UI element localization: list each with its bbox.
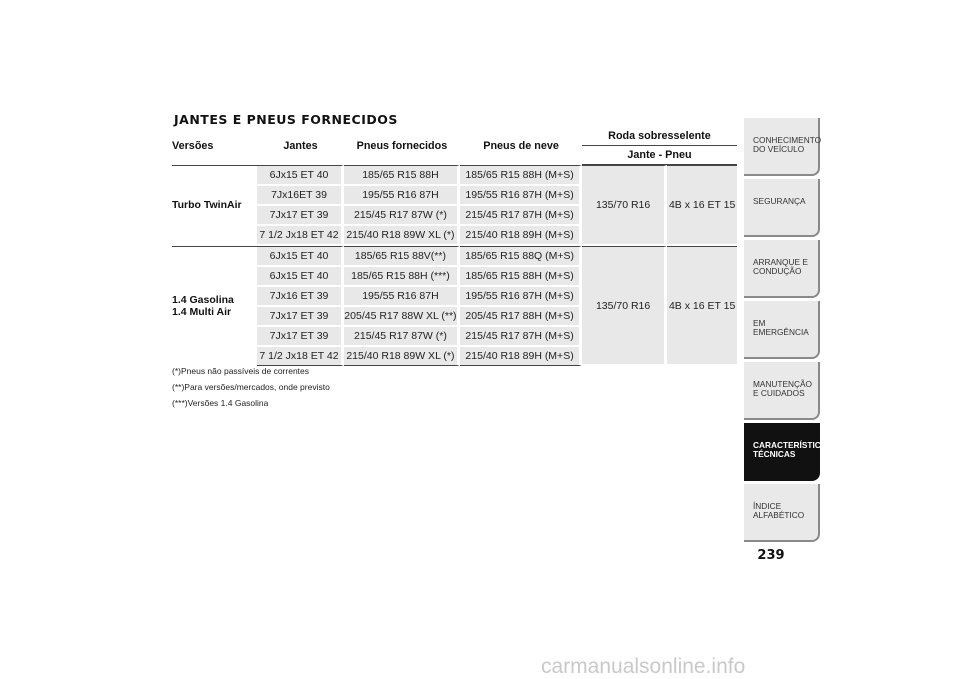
- tab-index[interactable]: [744, 484, 820, 542]
- header-tyres: Pneus fornecidos: [356, 140, 448, 152]
- rim-cell: 7Jx17 ET 39: [257, 327, 343, 347]
- footnote: (***)Versões 1.4 Gasolina: [172, 398, 269, 408]
- tyre-cell: 195/55 R16 87H: [344, 186, 461, 206]
- tab-emergency[interactable]: [744, 301, 820, 359]
- rim-cell: 7 1/2 Jx18 ET 42: [257, 347, 343, 366]
- header-spare-rim-tyre: Jante - Pneu: [582, 145, 737, 165]
- snow-tyre-cell: 215/40 R18 89H (M+S): [460, 347, 582, 366]
- table-row: [172, 165, 737, 186]
- tyre-cell: 215/40 R18 89W XL (*): [344, 226, 461, 246]
- snow-tyre-cell: 185/65 R15 88H (M+S): [460, 165, 582, 186]
- watermark: carmanualsonline.info: [541, 655, 746, 678]
- footnote: (*)Pneus não passíveis de correntes: [172, 366, 310, 376]
- snow-tyre-cell: 185/65 R15 88H (M+S): [460, 267, 582, 287]
- tyre-cell: 215/40 R18 89W XL (*): [344, 347, 461, 366]
- tyre-cell: 215/45 R17 87W (*): [344, 327, 461, 347]
- chapter-tabs: [744, 118, 833, 545]
- tab-label: SEGURANÇA: [753, 196, 806, 206]
- rim-cell: 6Jx15 ET 40: [257, 267, 343, 287]
- tyre-cell: 185/65 R15 88V(**): [344, 246, 461, 267]
- page-number: 239: [757, 548, 785, 563]
- section-title: JANTES E PNEUS FORNECIDOS: [174, 112, 398, 127]
- tab-safety[interactable]: [744, 179, 820, 237]
- tyre-cell: 215/45 R17 87W (*): [344, 206, 461, 226]
- rim-cell: 6Jx15 ET 40: [257, 246, 343, 267]
- snow-tyre-cell: 215/45 R17 87H (M+S): [460, 206, 582, 226]
- tab-maintenance[interactable]: [744, 362, 820, 420]
- rim-cell: 7 1/2 Jx18 ET 42: [257, 226, 343, 246]
- snow-tyre-cell: 195/55 R16 87H (M+S): [460, 287, 582, 307]
- rim-cell: 7Jx17 ET 39: [257, 307, 343, 327]
- snow-tyre-cell: 215/45 R17 87H (M+S): [460, 327, 582, 347]
- header-spare-wheel: Roda sobresselente: [608, 130, 711, 142]
- spare-size-cell: 135/70 R16: [582, 165, 667, 246]
- tab-label: CONHECIMENTO DO VEÍCULO: [753, 135, 822, 154]
- rim-cell: 6Jx15 ET 40: [257, 165, 343, 186]
- spare-rim-cell: 4B x 16 ET 15: [667, 246, 737, 366]
- header-versions: Versões: [172, 140, 214, 152]
- tyre-cell: 205/45 R17 88W XL (**): [344, 307, 461, 327]
- rim-cell: 7Jx17 ET 39: [257, 206, 343, 226]
- snow-tyre-cell: 215/40 R18 89H (M+S): [460, 226, 582, 246]
- tab-label: ARRANQUE E CONDUÇÃO: [753, 257, 808, 276]
- version-cell: [172, 246, 257, 366]
- version-line: 1.4 Multi Air: [172, 305, 232, 318]
- footnote: (**)Para versões/mercados, onde previsto: [172, 382, 330, 392]
- rim-cell: 7Jx16 ET 39: [257, 287, 343, 307]
- tyre-cell: 195/55 R16 87H: [344, 287, 461, 307]
- spare-size-cell: 135/70 R16: [582, 246, 667, 366]
- snow-tyre-cell: 185/65 R15 88Q (M+S): [460, 246, 582, 267]
- header-snow-tyres: Pneus de neve: [483, 140, 559, 152]
- header-rims: Jantes: [283, 140, 318, 152]
- tyre-cell: 185/65 R15 88H: [344, 165, 461, 186]
- tab-label: EM EMERGÊNCIA: [753, 318, 809, 337]
- tab-label: ÍNDICE ALFABÉTICO: [753, 501, 805, 520]
- spare-rim-cell: 4B x 16 ET 15: [667, 165, 737, 246]
- tab-label: CARACTERÍSTICAS TÉCNICAS: [753, 440, 833, 459]
- rim-cell: 7Jx16ET 39: [257, 186, 343, 206]
- tyre-table: [172, 127, 737, 366]
- table-row: [172, 246, 737, 267]
- footnotes: [172, 363, 330, 411]
- version-line: 1.4 Gasolina: [172, 293, 234, 306]
- snow-tyre-cell: 205/45 R17 88H (M+S): [460, 307, 582, 327]
- tab-starting-driving[interactable]: [744, 240, 820, 298]
- tab-vehicle-knowledge[interactable]: [744, 118, 820, 176]
- snow-tyre-cell: 195/55 R16 87H (M+S): [460, 186, 582, 206]
- tab-technical-specs[interactable]: [744, 423, 833, 481]
- tab-label: MANUTENÇÃO E CUIDADOS: [753, 379, 813, 398]
- version-cell: Turbo TwinAir: [172, 165, 257, 246]
- tyre-cell: 185/65 R15 88H (***): [344, 267, 461, 287]
